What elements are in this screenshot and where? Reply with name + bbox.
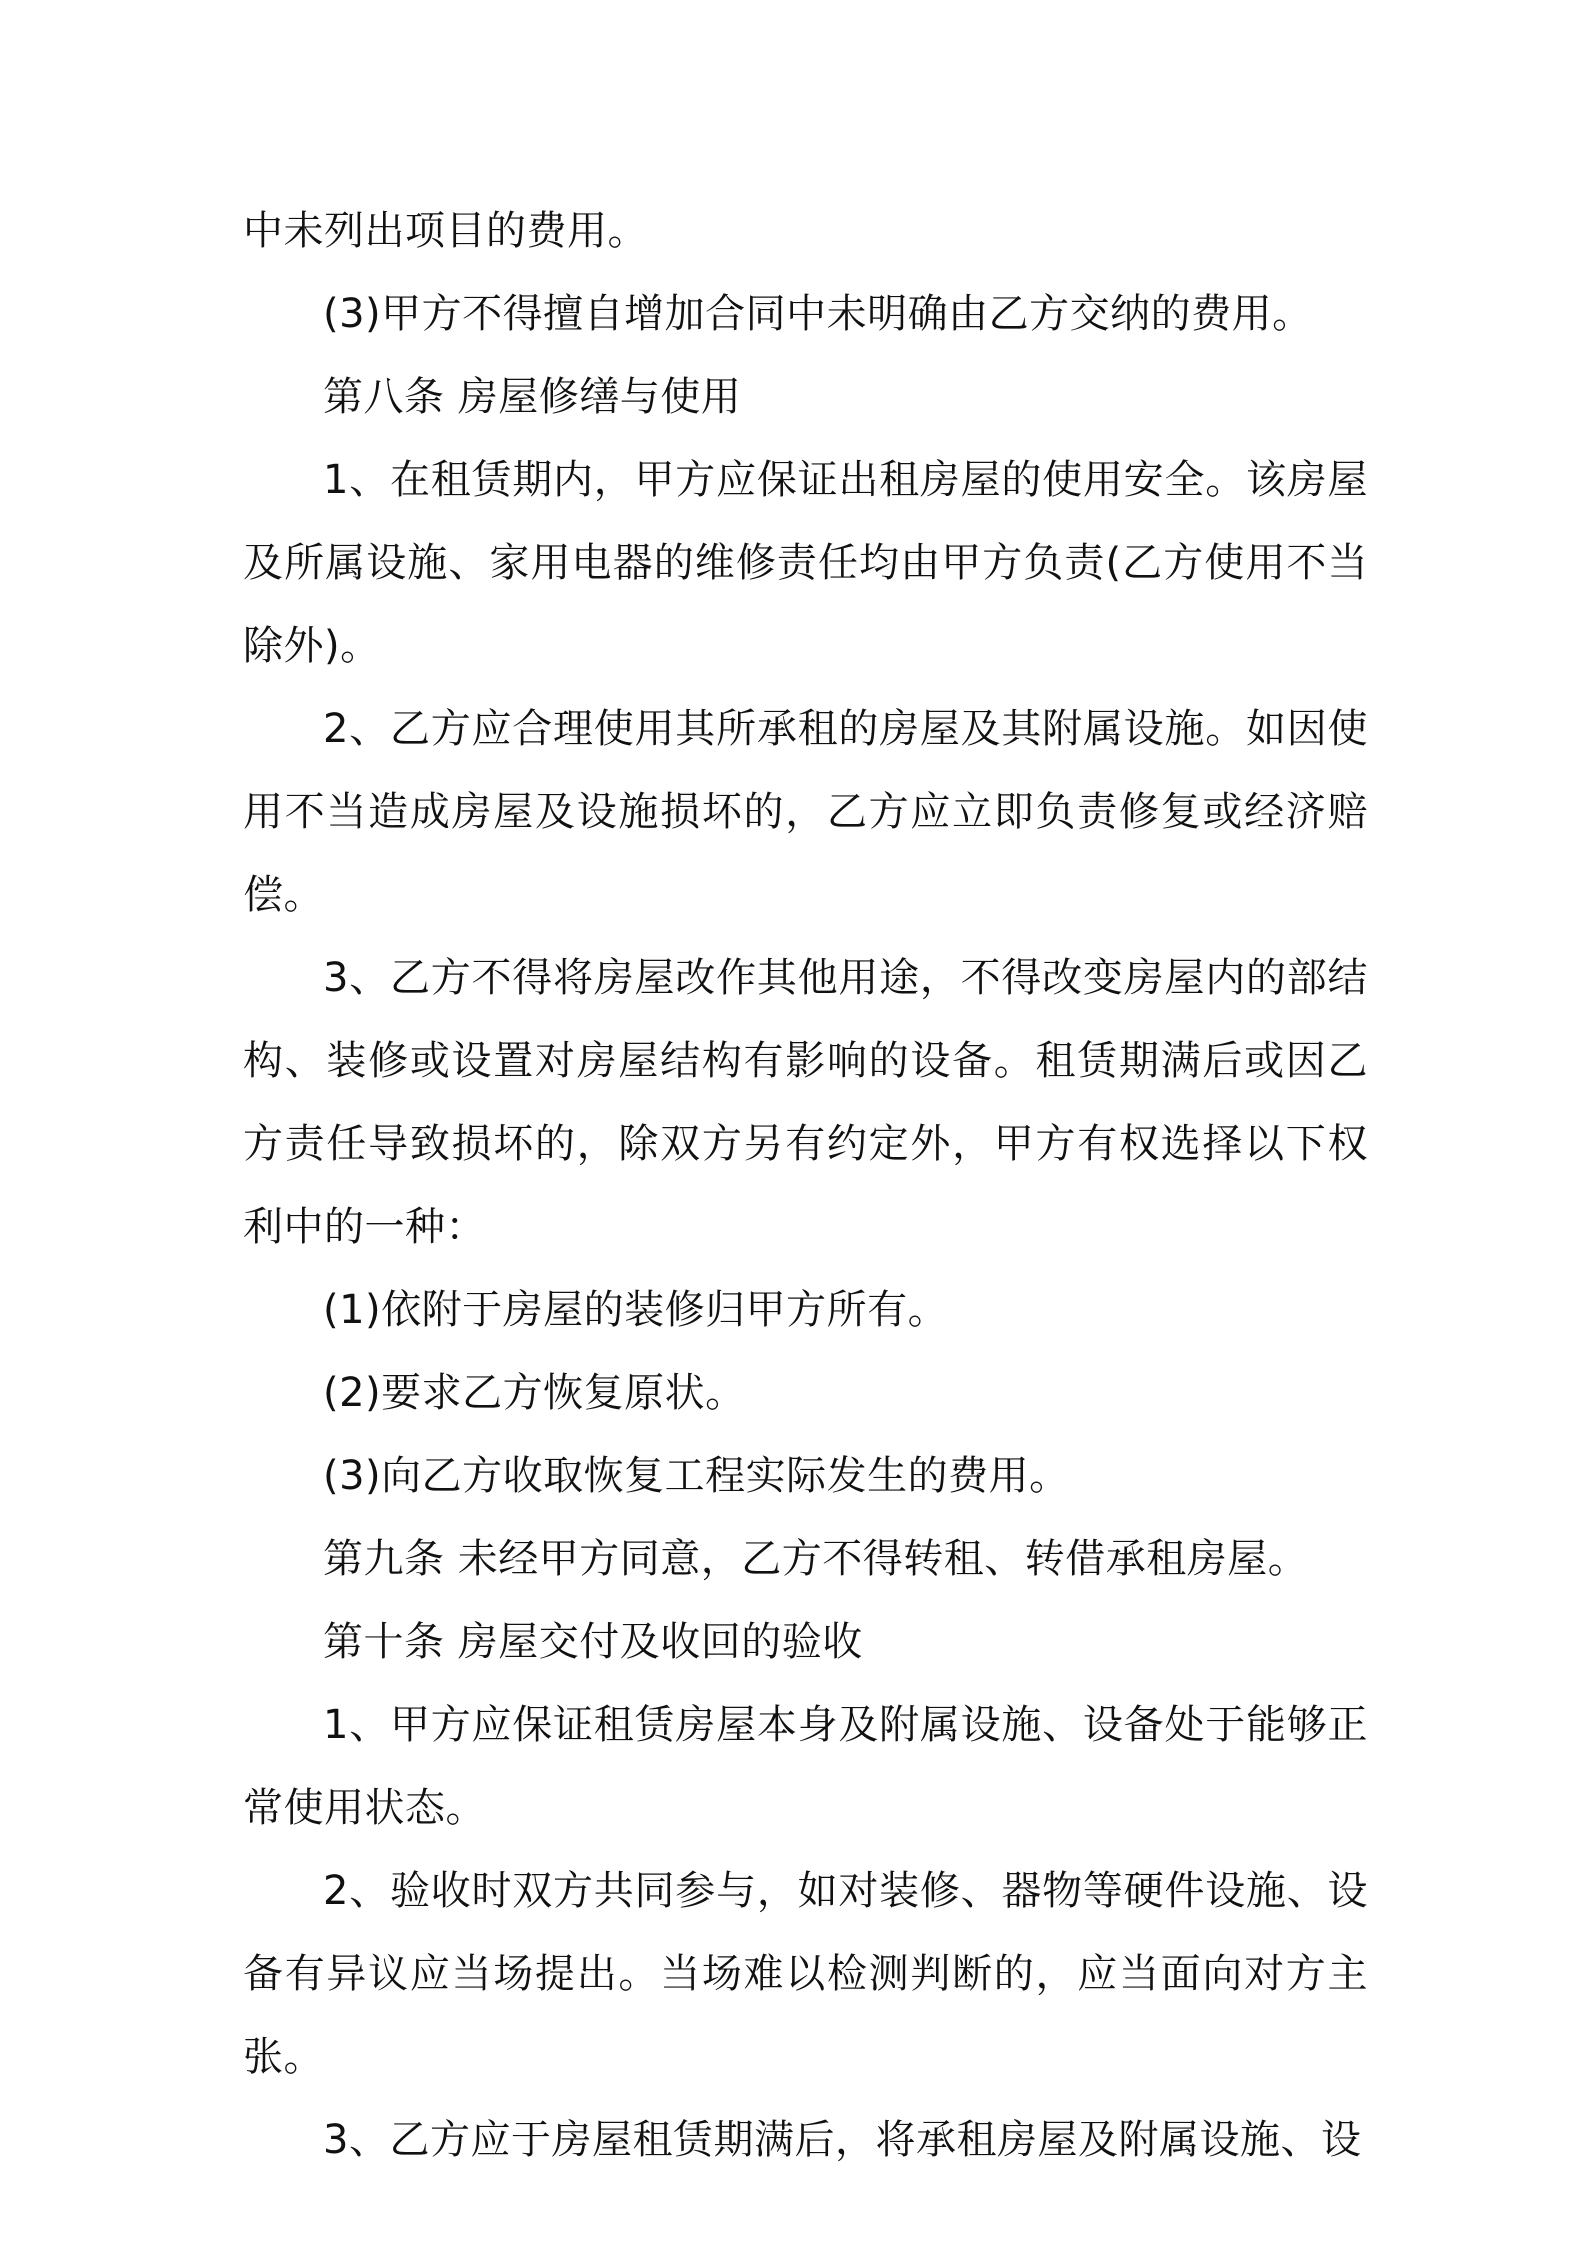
paragraph: (2)要求乙方恢复原状。 [323, 1370, 746, 1416]
article-heading: 第十条 房屋交付及收回的验收 [323, 1619, 863, 1665]
paragraph: 中未列出项目的费用。 [243, 208, 648, 254]
paragraph: 1、在租赁期内，甲方应保证出租房屋的使用安全。该房屋及所属设施、家用电器的维修责任均由甲方负责(乙方使用不当除外)。 [243, 457, 1368, 669]
paragraph: 3、乙方不得将房屋改作其他用途，不得改变房屋内的部结构、装修或设置对房屋结构有影响的设备。租赁期满后或因乙方责任导致损坏的，除双方另有约定外，甲方有权选择以下权利中的一种： [243, 955, 1368, 1250]
paragraph: (1)依附于房屋的装修归甲方所有。 [323, 1287, 949, 1333]
paragraph: 1、甲方应保证租赁房屋本身及附属设施、设备处于能够正常使用状态。 [243, 1702, 1368, 1831]
paragraph: 2、乙方应合理使用其所承租的房屋及其附属设施。如因使用不当造成房屋及设施损坏的，乙方应立即负责修复或经济赔偿。 [243, 706, 1368, 918]
contract-body [243, 190, 1368, 2182]
paragraph: (3)甲方不得擅自增加合同中未明确由乙方交纳的费用。 [323, 291, 1313, 337]
paragraph: 2、验收时双方共同参与，如对装修、器物等硬件设施、设备有异议应当场提出。当场难以检测判断的，应当面向对方主张。 [243, 1868, 1368, 2080]
paragraph: 3、乙方应于房屋租赁期满后，将承租房屋及附属设施、设 [323, 2117, 1362, 2163]
paragraph: (3)向乙方收取恢复工程实际发生的费用。 [323, 1453, 1070, 1499]
article-heading: 第九条 未经甲方同意，乙方不得转租、转借承租房屋。 [323, 1536, 1309, 1582]
article-heading: 第八条 房屋修缮与使用 [323, 374, 742, 420]
